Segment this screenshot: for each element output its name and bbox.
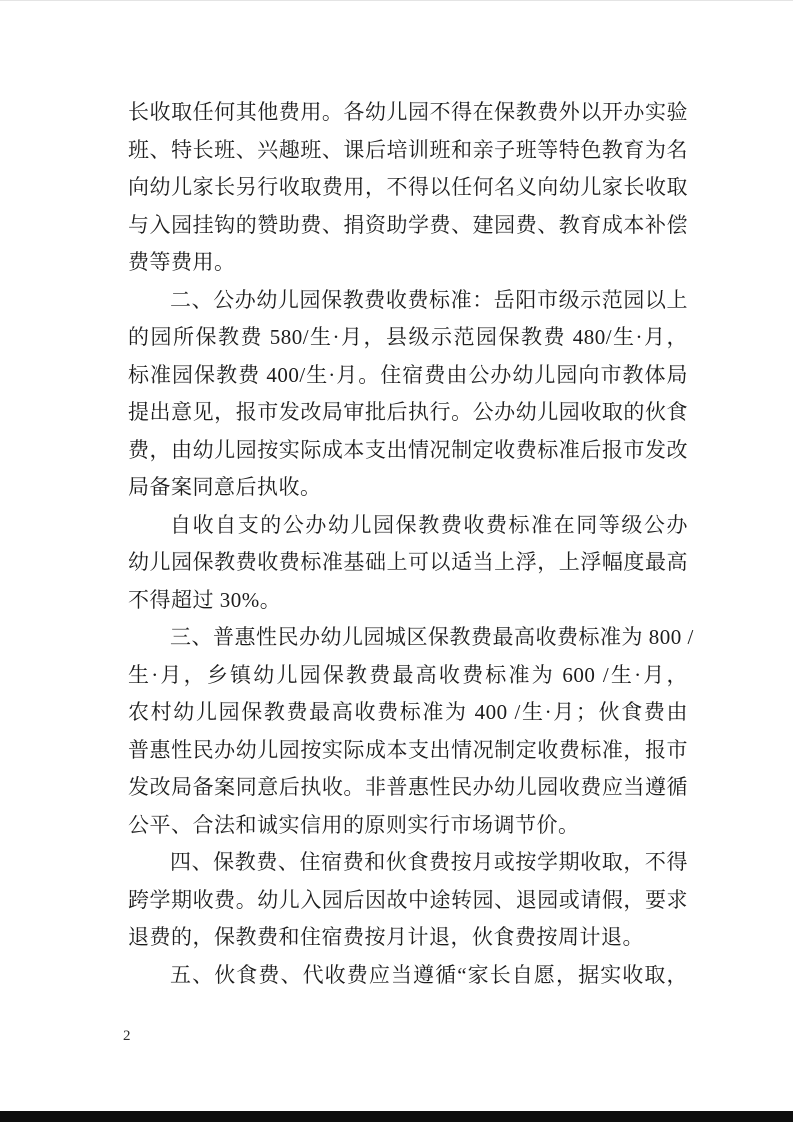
text-line: 普惠性民办幼儿园按实际成本支出情况制定收费标准，报市 bbox=[128, 737, 688, 762]
text-line: 费等费用。 bbox=[128, 250, 236, 274]
text-line: 四、保教费、住宿费和伙食费按月或按学期收取，不得 bbox=[170, 850, 688, 874]
text-line: 三、普惠性民办幼儿园城区保教费最高收费标准为 800 / bbox=[170, 625, 694, 649]
text-line: 与入园挂钩的赞助费、捐资助学费、建园费、教育成本补偿 bbox=[128, 212, 688, 237]
text-line: 班、特长班、兴趣班、课后培训班和亲子班等特色教育为名 bbox=[128, 137, 688, 162]
text-line: 跨学期收费。幼儿入园后因故中途转园、退园或请假，要求 bbox=[128, 887, 688, 912]
text-line: 幼儿园保教费收费标准基础上可以适当上浮，上浮幅度最高 bbox=[128, 550, 688, 574]
text-line: 发改局备案同意后执收。非普惠性民办幼儿园收费应当遵循 bbox=[128, 775, 688, 799]
text-line: 二、公办幼儿园保教费收费标准：岳阳市级示范园以上 bbox=[170, 287, 688, 312]
page-number: 2 bbox=[123, 1028, 131, 1044]
body-text bbox=[128, 94, 694, 994]
text-line: 的园所保教费 580/生·月，县级示范园保教费 480/生·月， bbox=[128, 325, 688, 349]
scan-bottom-edge-bar bbox=[0, 1111, 793, 1122]
text-line: 生·月，乡镇幼儿园保教费最高收费标准为 600 /生·月， bbox=[128, 662, 688, 687]
text-line: 不得超过 30%。 bbox=[128, 587, 282, 612]
text-line: 农村幼儿园保教费最高收费标准为 400 /生·月；伙食费由 bbox=[128, 700, 688, 724]
text-line: 局备案同意后执收。 bbox=[128, 475, 322, 499]
text-line: 自收自支的公办幼儿园保教费收费标准在同等级公办 bbox=[170, 512, 688, 537]
text-line: 向幼儿家长另行收取费用，不得以任何名义向幼儿家长收取 bbox=[128, 175, 688, 199]
scan-top-edge bbox=[0, 0, 793, 1]
text-line: 退费的，保教费和住宿费按月计退，伙食费按周计退。 bbox=[128, 925, 644, 949]
text-line: 五、伙食费、代收费应当遵循“家长自愿，据实收取， bbox=[170, 962, 688, 987]
text-line: 提出意见，报市发改局审批后执行。公办幼儿园收取的伙食 bbox=[128, 400, 688, 424]
text-line: 公平、合法和诚实信用的原则实行市场调节价。 bbox=[128, 812, 580, 837]
text-line: 长收取任何其他费用。各幼儿园不得在保教费外以开办实验 bbox=[128, 100, 688, 124]
text-line: 标准园保教费 400/生·月。住宿费由公办幼儿园向市教体局 bbox=[128, 362, 688, 387]
text-line: 费，由幼儿园按实际成本支出情况制定收费标准后报市发改 bbox=[128, 437, 688, 462]
